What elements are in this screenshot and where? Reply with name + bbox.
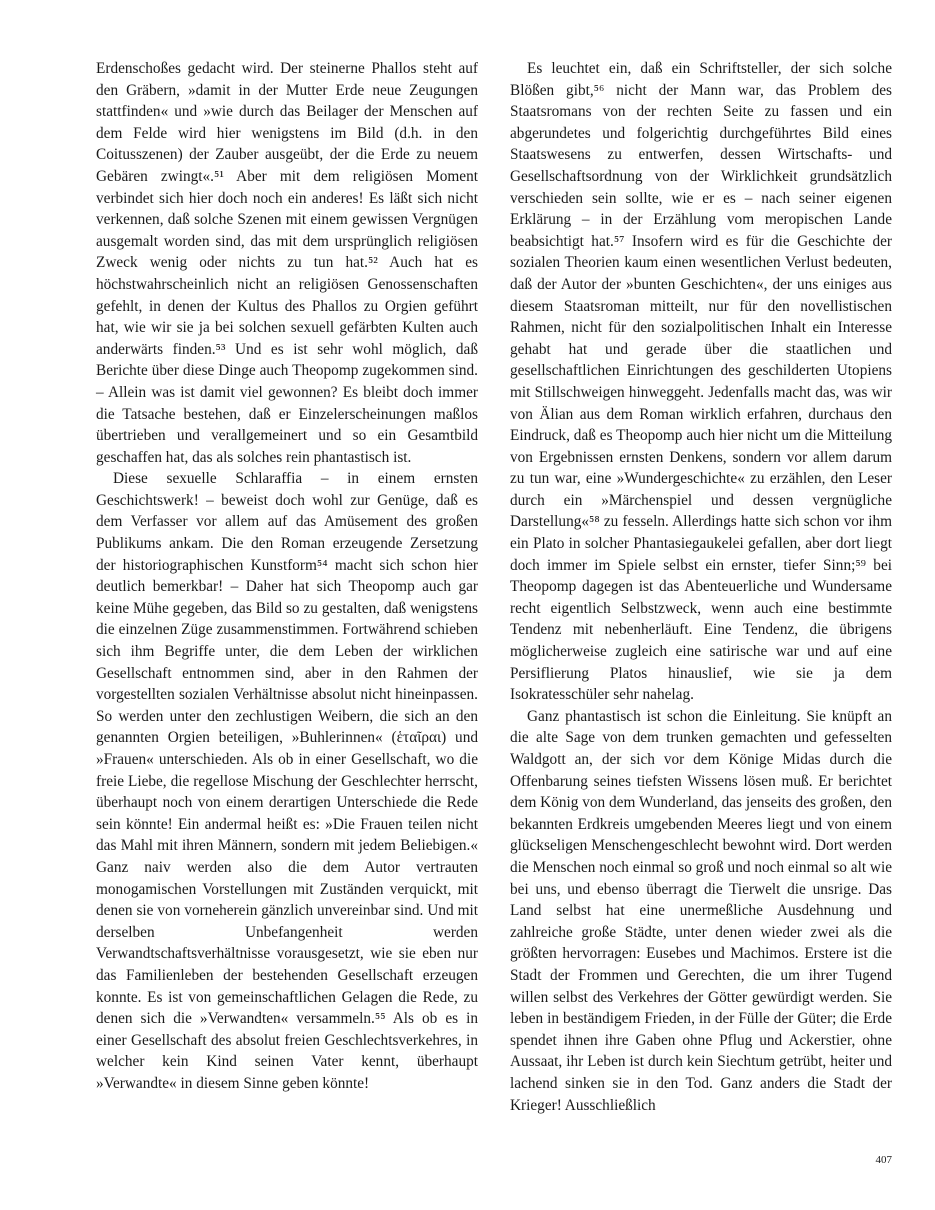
paragraph: Diese sexuelle Schlaraffia – in einem ernsten Geschichtswerk! – beweist doch wohl zur Genüge, daß es dem Verfasser vor allem auf das Amüsement des großen Publikums ankam. Die den Roman erzeugende Zersetzung der historiographischen Kunstform⁵⁴ macht sich schon hier deutlich bemerkbar! – Daher hat sich Theopomp auch gar keine Mühe gegeben, das Bild so zu gestalten, daß wenigstens die einzelnen Züge zusammenstimmen. Fortwährend schieben sich ihm Begriffe unter, die dem Leben der wirklichen Gesellschaft entnommen sind, aber in den Rahmen der vorgestellten sozialen Verhältnisse absolut nicht hineinpassen. So werden unter den zechlustigen Weibern, die sich an den genannten Orgien beteiligen, »Buhlerinnen« (ἑταῖραι) und »Frauen« unterschieden. Als ob in einer Gesellschaft, wo die freie Liebe, die regellose Mischung der Geschlechter herrscht, überhaupt noch von einem derartigen Unterschiede die Rede sein könnte! Ein andermal heißt es: »Die Frauen teilen nicht das Mahl mit ihren Männern, sondern mit jedem Beliebigen.« Ganz naiv werden also die dem Autor vertrauten monogamischen Vorstellungen mit Zuständen verquickt, mit denen sie von vorneherein gänzlich unvereinbar sind. Und mit derselben Unbefangenheit werden Verwandtschaftsverhältnisse vorausgesetzt, wie sie eben nur das Familienleben der bestehenden Gesellschaft erzeugen konnte. Es ist von gemeinschaftlichen Gelagen die Rede, zu denen sich die »Verwandten« versammeln.⁵⁵ Als ob es in einer Gesellschaft des absolut freien Geschlechtsverkehres, in welcher kein Kind seinen Vater kennt, überhaupt »Verwandte« in diesem Sinne geben könnte! [96, 470, 478, 1092]
right-column [510, 58, 892, 1116]
paragraph: Ganz phantastisch ist schon die Einleitung. Sie knüpft an die alte Sage von dem trunken gemachten und gefesselten Waldgott an, der sich vor dem Könige Midas durch die Offenbarung seines tiefsten Wissens lösen muß. Er berichtet dem König von dem Wunderland, das jenseits des großen, den bekannten Erdkreis umgebenden Meeres liegt und von einem glückseligen Menschengeschlecht bewohnt wird. Dort werden die Menschen noch einmal so groß und noch einmal so alt wie bei uns, und ebenso überragt die Tierwelt die unsrige. Das Land selbst hat eine unermeßliche Ausdehnung und zahlreiche große Städte, unter denen wieder zwei als die größten hervorragen: Eusebes und Machimos. Erstere ist die Stadt der Frommen und Gerechten, die um ihrer Tugend willen selbst des Verkehres der Götter gewürdigt werden. Sie leben in beständigem Frieden, in der Fülle der Güter; die Erde spendet ihnen ihre Gaben ohne Pflug und Ackerstier, ohne Aussaat, ihr Leben ist durch kein Siechtum getrübt, heiter und lachend sinken sie in den Tod. Ganz anders die Stadt der Krieger! Ausschließlich [510, 707, 892, 1114]
paragraph: Erdenschoßes gedacht wird. Der steinerne Phallos steht auf den Gräbern, »damit in der Mutter Erde neue Zeugungen stattfinden« und »wie durch das Beilager der Menschen auf dem Felde wird hier wenigstens im Bild (d.h. in den Coitusszenen) der Zauber ausgeübt, der die Erde zu neuem Gebären zwingt«.⁵¹ Aber mit dem religiösen Moment verbindet sich hier doch noch ein anderes! Es läßt sich nicht verkennen, daß solche Szenen mit einem gewissen Vergnügen ausgemalt worden sind, das mit dem ursprünglich religiösen Zweck wenig oder nichts zu tun hat.⁵² Auch hat es höchstwahrscheinlich nicht an religiösen Genossenschaften gefehlt, in denen der Kultus des Phallos zu Orgien geführt hat, wie wir sie ja bei solchen sexuell gefärbten Kulten auch anderwärts finden.⁵³ Und es ist sehr wohl möglich, daß Berichte über diese Dinge auch Theopomp zugekommen sind. – Allein was ist damit viel gewonnen? Es bleibt doch immer die Tatsache bestehen, daß er Einzelerscheinungen maßlos übertrieben und verallgemeinert und so ein Gesamtbild geschaffen hat, das als solches rein phantastisch ist. [96, 60, 478, 466]
paragraph: Es leuchtet ein, daß ein Schriftsteller, der sich solche Blößen gibt,⁵⁶ nicht der Mann war, das Problem des Staatsromans von der rechten Seite zu fassen und ein abgerundetes und folgerichtig durchgeführtes Bild eines Staatswesens zu entwerfen, dessen Wirtschafts- und Gesellschaftsordnung von der Wirklichkeit grundsätzlich verschieden sein sollte, wie er es – nach seiner eigenen Erklärung – in der Erzählung vom meropischen Lande beabsichtigt hat.⁵⁷ Insofern wird es für die Geschichte der sozialen Theorien kaum einen wesentlichen Verlust bedeuten, daß der Autor der »bunten Geschichten«, der uns einiges aus diesem Staatsroman mitteilt, nur für den novellistischen Rahmen, nicht für den sozialpolitischen Inhalt ein Interesse gehabt hat und gerade über die staatlichen und gesellschaftlichen Einrichtungen des geschilderten Utopiens mit Stillschweigen hinweggeht. Jedenfalls macht das, was wir von Älian aus dem Roman wirklich erfahren, durchaus den Eindruck, daß es Theopomp auch hier nicht um die Mitteilung von Ergebnissen ernsten Denkens, sondern vor allem darum zu tun war, eine »Wundergeschichte« zu erzählen, den Leser durch ein »Märchenspiel und dessen vergnügliche Darstellung«⁵⁸ zu fesseln. Allerdings hatte sich schon vor ihm ein Plato in solcher Phantasiegaukelei gefallen, aber dort liegt doch immer im Spiele selbst ein ernster, tiefer Sinn;⁵⁹ bei Theopomp dagegen ist das Abenteuerliche und Wundersame recht eigentlich Selbstzweck, wenn auch eine bestimmte Tendenz mit nebenherläuft. Eine Tendenz, die übrigens möglicherweise zugleich eine satirische war und auf eine Persiflierung Platos hinauslief, wie sie ja dem Isokratesschüler sehr nahelag. [510, 60, 892, 704]
page-number: 407 [875, 1154, 892, 1166]
left-column [96, 58, 478, 1095]
